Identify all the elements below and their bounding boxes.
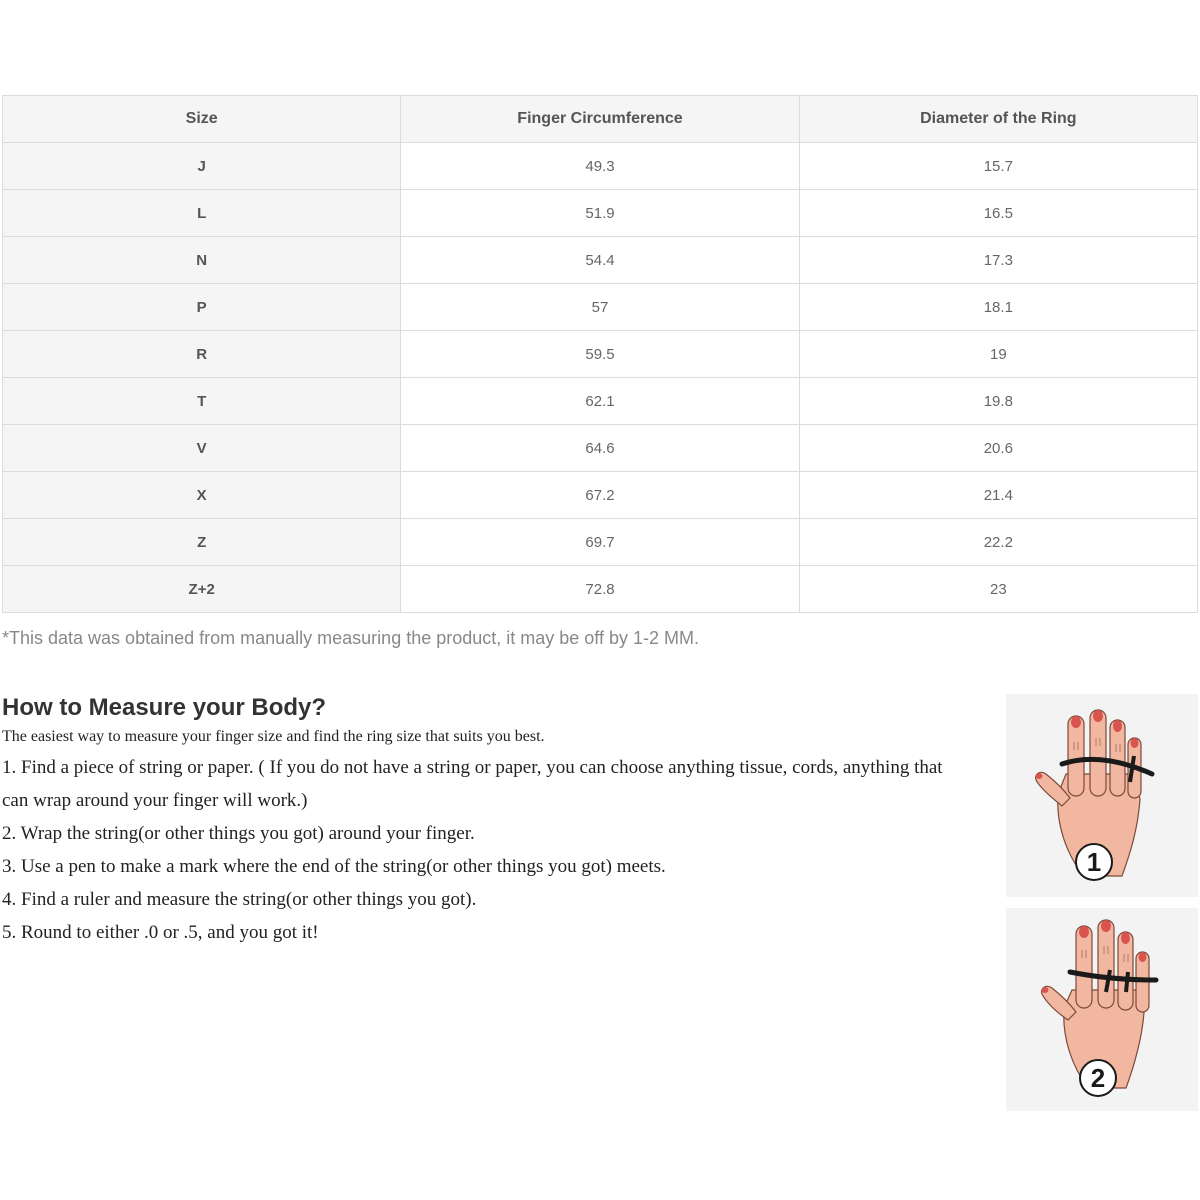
size-chart-table — [2, 95, 1198, 613]
table-row — [3, 472, 1198, 519]
measurement-disclaimer: *This data was obtained from manually measuring the product, it may be off by 1-2 MM. — [2, 628, 699, 648]
table-row — [3, 284, 1198, 331]
cell-circumference: 67.2 — [401, 472, 799, 519]
cell-diameter: 16.5 — [799, 190, 1197, 237]
cell-diameter: 22.2 — [799, 519, 1197, 566]
step-item: 1. Find a piece of string or paper. ( If you do not have a string or paper, you can choose anything tissue, cords, anything that can wrap around your finger will work.) — [2, 757, 943, 811]
header-size: Size — [3, 96, 401, 143]
cell-circumference: 54.4 — [401, 237, 799, 284]
table-row — [3, 331, 1198, 378]
table-row — [3, 566, 1198, 613]
cell-circumference: 49.3 — [401, 143, 799, 190]
cell-size: N — [3, 237, 401, 284]
cell-diameter: 20.6 — [799, 425, 1197, 472]
cell-diameter: 17.3 — [799, 237, 1197, 284]
table-row — [3, 519, 1198, 566]
step-item: 3. Use a pen to make a mark where the end of the string(or other things you got) meets. — [2, 856, 666, 877]
cell-size: T — [3, 378, 401, 425]
cell-circumference: 72.8 — [401, 566, 799, 613]
table-row — [3, 190, 1198, 237]
table-row — [3, 378, 1198, 425]
cell-diameter: 21.4 — [799, 472, 1197, 519]
cell-diameter: 19.8 — [799, 378, 1197, 425]
cell-size: X — [3, 472, 401, 519]
hand-illustration-1 — [1006, 694, 1198, 897]
illustration-number: 2 — [1090, 1063, 1106, 1093]
hand-string-wrap-icon — [1006, 694, 1198, 897]
table-header-row — [3, 96, 1198, 143]
cell-diameter: 18.1 — [799, 284, 1197, 331]
hand-string-wrap-icon — [1006, 908, 1198, 1111]
hand-illustration-2 — [1006, 908, 1198, 1111]
howto-title: How to Measure your Body? — [2, 694, 327, 721]
cell-size: J — [3, 143, 401, 190]
cell-circumference: 62.1 — [401, 378, 799, 425]
cell-diameter: 19 — [799, 331, 1197, 378]
cell-circumference: 51.9 — [401, 190, 799, 237]
cell-diameter: 23 — [799, 566, 1197, 613]
table-row — [3, 143, 1198, 190]
step-item: 2. Wrap the string(or other things you got) around your finger. — [2, 823, 475, 844]
cell-size: Z — [3, 519, 401, 566]
step-item: 4. Find a ruler and measure the string(or other things you got). — [2, 889, 477, 910]
howto-intro: The easiest way to measure your finger size and find the ring size that suits you best. — [2, 728, 545, 745]
cell-size: Z+2 — [3, 566, 401, 613]
cell-circumference: 64.6 — [401, 425, 799, 472]
cell-circumference: 69.7 — [401, 519, 799, 566]
table-row — [3, 425, 1198, 472]
cell-size: V — [3, 425, 401, 472]
cell-size: L — [3, 190, 401, 237]
howto-steps — [2, 751, 962, 949]
cell-size: R — [3, 331, 401, 378]
header-ring-diameter: Diameter of the Ring — [799, 96, 1197, 143]
cell-circumference: 59.5 — [401, 331, 799, 378]
cell-circumference: 57 — [401, 284, 799, 331]
table-row — [3, 237, 1198, 284]
cell-diameter: 15.7 — [799, 143, 1197, 190]
step-item: 5. Round to either .0 or .5, and you got it! — [2, 922, 319, 943]
cell-size: P — [3, 284, 401, 331]
illustration-number: 1 — [1086, 847, 1102, 877]
header-finger-circumference: Finger Circumference — [401, 96, 799, 143]
